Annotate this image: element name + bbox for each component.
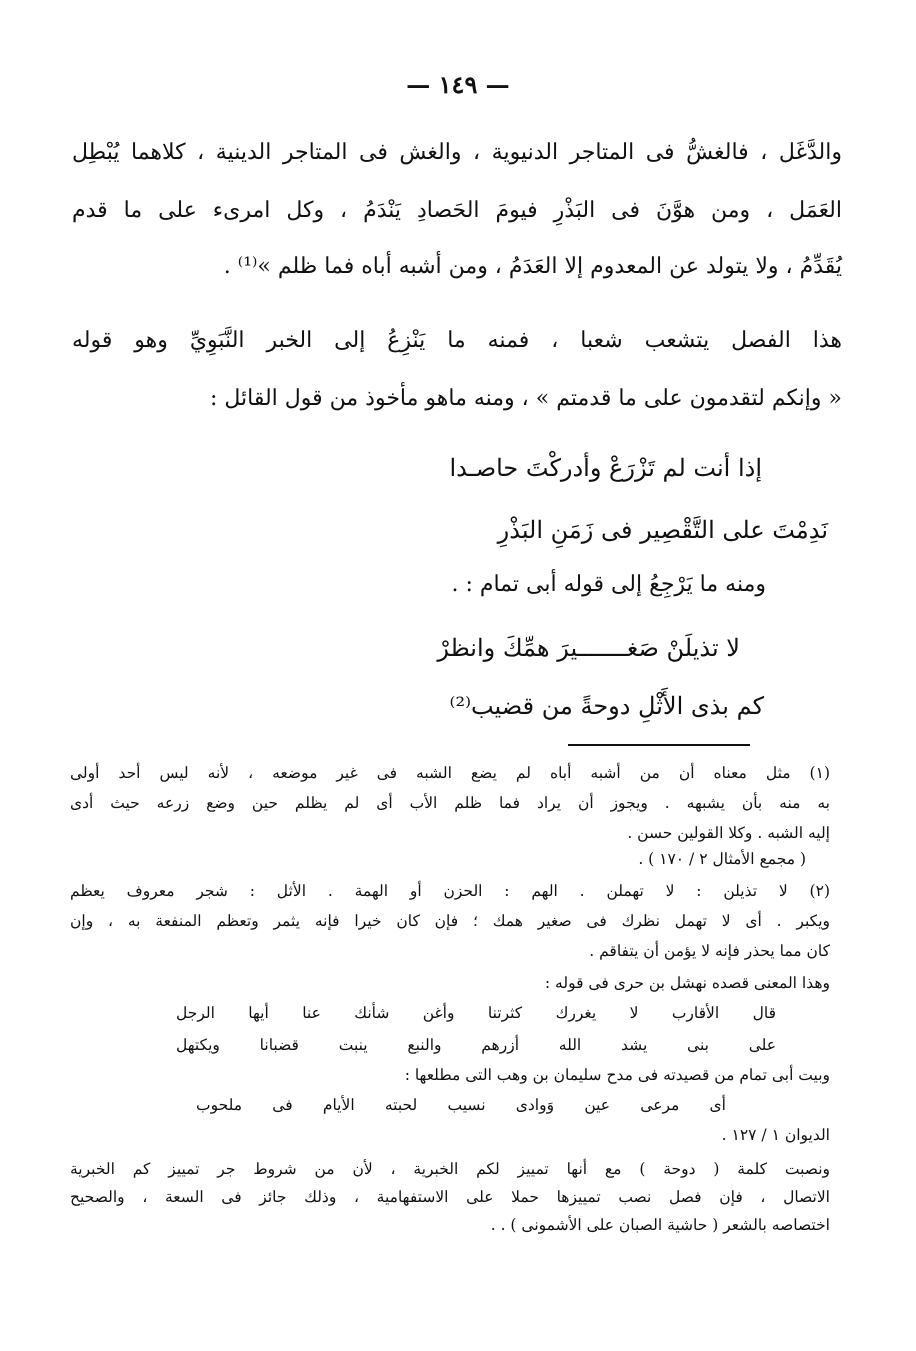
- verse-hemistich: كم بذى الأَثْلِ دوحةً من قضيب⁽²⁾: [449, 692, 764, 720]
- verse-hemistich: لا تذيلَنْ صَغـــــــيرَ همِّكَ وانظرْ: [437, 634, 740, 662]
- paragraph-line: هذا الفصل يتشعب شعبا ، فمنه ما يَنْزِعُ إلى الخبر النَّبَوِيِّ وهو قوله: [72, 328, 842, 353]
- footnote-line: كان مما يحذر فإنه لا يؤمن أن يتفاقم .: [589, 942, 830, 960]
- footnote-line: إليه الشبه . وكلا القولين حسن .: [627, 824, 830, 842]
- footnote-verse: قال الأقارب لا يغررك كثرتنا وأغن شأنك عنا أيها الرجل: [176, 1004, 776, 1022]
- footnote-line: اختصاصه بالشعر ( حاشية الصبان على الأشمونى ) . .: [490, 1216, 830, 1234]
- footnote-line: وبيت أبى تمام من قصيدته فى مدح سليمان بن وهب التى مطلعها :: [404, 1066, 830, 1084]
- footnote-separator: [568, 744, 750, 746]
- paragraph-line: « وإنكم لتقدمون على ما قدمتم » ، ومنه ماهو مأخوذ من قول القائل :: [209, 386, 842, 411]
- footnote-line: ونصبت كلمة ( دوحة ) مع أنها تمييز لكم الخبرية ، لأن من شروط جر تمييز كم الخبرية: [70, 1160, 830, 1178]
- footnote-line: (١) مثل معناه أن من أشبه أباه لم يضع الشبه فى غير موضعه ، لأنه ليس أحد أولى: [70, 764, 830, 782]
- footnote-line: به منه بأن يشبهه . ويجوز أن يراد فما ظلم الأب أى لم يظلم حين وضع زرعه حيث أدى: [70, 794, 830, 812]
- verse-hemistich: إذا أنت لم تَزْرَعْ وأدركْتَ حاصـدا: [449, 454, 762, 482]
- verse-intro: ومنه ما يَرْجِعُ إلى قوله أبى تمام : .: [451, 572, 766, 597]
- footnote-verse: أى مرعى عين وَوادى نسيب لحبته الأيام فى ملحوب: [196, 1096, 726, 1114]
- footnote-verse: على بنى يشد الله أزرهم والنبع ينبت قضبانا ويكتهل: [176, 1036, 776, 1054]
- paragraph-line: العَمَل ، ومن هوَّنَ فى البَذْرِ فيومَ الحَصادِ يَنْدَمُ ، وكل امرىء على ما قدم: [72, 198, 842, 223]
- footnote-line: الاتصال ، فإن فصل نصب تمييزها حملا على الاستفهامية ، وذلك جائز فى السعة ، والصحيح: [70, 1188, 830, 1206]
- footnote-source: ( مجمع الأمثال ٢ / ١٧٠ ) .: [638, 850, 806, 868]
- footnote-source: الديوان ١ / ١٢٧ .: [721, 1126, 830, 1144]
- footnote-line: وهذا المعنى قصده نهشل بن حرى فى قوله :: [544, 974, 830, 992]
- verse-hemistich: نَدِمْتَ على التَّقْصِير فى زَمَنِ البَذْرِ: [497, 516, 828, 544]
- paragraph-line: والدَّغَل ، فالغشُّ فى المتاجر الدنيوية ، والغش فى المتاجر الدينية ، كلاهما يُبْطِل: [72, 140, 842, 165]
- paragraph-line: يُقَدِّمُ ، ولا يتولد عن المعدوم إلا العَدَمُ ، ومن أشبه أباه فما ظلم »⁽¹⁾ .: [223, 254, 842, 279]
- footnote-line: ويكبر . أى لا تهمل نظرك فى صغير همك ؛ فإن كان خيرا فإنه يثمر وتعظم المنفعة به ، وإن: [70, 912, 830, 930]
- footnote-line: (٢) لا تذيلن : لا تهملن . الهم : الحزن أو الهمة . الأثل : شجر معروف يعظم: [70, 882, 830, 900]
- page-number: — ١٤٩ —: [406, 70, 510, 99]
